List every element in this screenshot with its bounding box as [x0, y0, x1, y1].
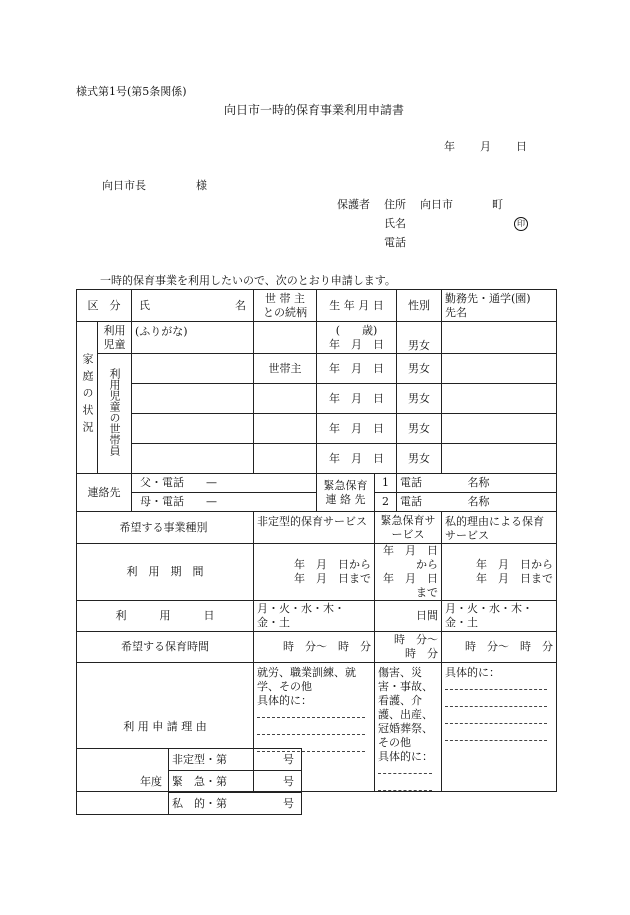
addressee-suffix: 様: [196, 179, 207, 192]
father-phone-field[interactable]: 父・電話 —: [132, 474, 317, 493]
reason-emergency-specifically: 具体的に：: [378, 750, 433, 763]
member-3-sex-field[interactable]: 男女: [397, 414, 442, 444]
period-emergency-field[interactable]: [375, 544, 442, 601]
document-title: 向日市一時的保育事業利用申請書: [224, 103, 405, 117]
member-4-workplace-field[interactable]: [442, 444, 557, 474]
period-emergency-to: 年 月 日まで: [383, 572, 438, 599]
office-row-emergency[interactable]: [169, 771, 302, 793]
col-kubun: 区 分: [77, 290, 132, 322]
col-relationship: [254, 290, 317, 322]
child-dob-field[interactable]: [317, 322, 397, 354]
period-private-field[interactable]: [442, 544, 557, 601]
member-1-sex-field[interactable]: 男女: [397, 354, 442, 384]
emergency-no-2: 2: [375, 493, 397, 512]
reason-irregular-line-2: 学、その他: [257, 680, 312, 693]
office-row-3-suffix: 号: [283, 796, 294, 810]
fiscal-year-label: 年度: [77, 749, 169, 815]
hours-emergency-field[interactable]: 時 分〜 時 分: [375, 632, 442, 663]
service-option-private[interactable]: 私的理由による保育サービス: [442, 512, 557, 544]
emergency-1-name: 名称: [467, 476, 490, 489]
reason-private-lines: [445, 675, 553, 741]
col-rel-1: 世 帯 主: [265, 291, 305, 305]
date-month-label: 月: [480, 140, 491, 153]
member-1-dob-field[interactable]: 年 月 日: [317, 354, 397, 384]
address-city: 向日市: [420, 198, 453, 211]
child-label-2: 児童: [103, 337, 126, 351]
period-private-from: 年 月 日から: [476, 558, 553, 571]
child-workplace-field[interactable]: [442, 322, 557, 354]
days-irregular-options-2: 金・土: [257, 616, 290, 629]
col-workplace: [442, 290, 557, 322]
period-irregular-field[interactable]: [254, 544, 375, 601]
days-emergency-field[interactable]: 日間: [375, 601, 442, 632]
child-dob: 年 月 日: [329, 337, 384, 351]
name-label: 氏名: [384, 217, 406, 230]
reason-emergency-line-2: 看護、介護、出産、: [378, 694, 433, 721]
hours-irregular-field[interactable]: 時 分〜 時 分: [254, 632, 375, 663]
hours-private-field[interactable]: 時 分〜 時 分: [442, 632, 557, 663]
office-row-irregular[interactable]: [169, 749, 302, 771]
emergency-2-field[interactable]: [397, 493, 557, 512]
days-irregular-field[interactable]: [254, 601, 375, 632]
child-name-field[interactable]: [132, 322, 254, 354]
child-label: [98, 322, 132, 354]
col-name-a: 氏: [139, 298, 150, 312]
office-row-2-suffix: 号: [283, 774, 294, 788]
member-2-name-field[interactable]: [132, 384, 254, 414]
phone-label: 電話: [384, 236, 406, 249]
member-2-sex-field[interactable]: 男女: [397, 384, 442, 414]
reason-emergency-field[interactable]: [375, 663, 442, 792]
member-3-workplace-field[interactable]: [442, 414, 557, 444]
office-use-table: [76, 748, 302, 815]
contact-label: 連絡先: [77, 474, 132, 512]
intro-text: 一時的保育事業を利用したいので、次のとおり申請します。: [100, 274, 396, 287]
guardian-label: 保護者: [337, 198, 370, 211]
member-3-name-field[interactable]: [132, 414, 254, 444]
period-private-to: 年 月 日まで: [476, 572, 553, 585]
emergency-2-phone: 電話: [400, 495, 422, 508]
emergency-1-field[interactable]: [397, 474, 557, 493]
member-3-dob-field[interactable]: 年 月 日: [317, 414, 397, 444]
emergency-no-1: 1: [375, 474, 397, 493]
office-row-1-suffix: 号: [283, 752, 294, 766]
col-dob: 生 年 月 日: [317, 290, 397, 322]
reason-irregular-lines: [257, 703, 371, 752]
reason-private-field[interactable]: [442, 663, 557, 792]
member-4-relationship-field[interactable]: [254, 444, 317, 474]
child-age: ( 歳): [335, 323, 378, 337]
reason-irregular-line-1: 就労、職業訓練、就: [257, 666, 356, 679]
period-irregular-to: 年 月 日まで: [294, 572, 371, 585]
emergency-contact-label: [317, 474, 375, 512]
days-private-field[interactable]: [442, 601, 557, 632]
office-row-private[interactable]: [169, 793, 302, 815]
member-1-name-field[interactable]: [132, 354, 254, 384]
family-status-text: 家庭の状況: [81, 353, 94, 438]
emergency-2-name: 名称: [467, 495, 490, 508]
mother-phone-field[interactable]: 母・電話 —: [132, 493, 317, 512]
hours-label: 希望する保育時間: [77, 632, 254, 663]
member-2-workplace-field[interactable]: [442, 384, 557, 414]
office-row-1-label: 非定型・第: [172, 752, 227, 766]
service-type-label: 希望する事業種別: [77, 512, 254, 544]
period-label: 利 用 期 間: [77, 544, 254, 601]
reason-irregular-specifically: 具体的に：: [257, 694, 312, 707]
member-4-sex-field[interactable]: 男女: [397, 444, 442, 474]
emergency-label-1: 緊急保育: [323, 478, 368, 492]
col-name-b: 名: [235, 298, 246, 312]
member-3-relationship-field[interactable]: [254, 414, 317, 444]
reason-emergency-line-1: 傷害、災害・事故、: [378, 666, 433, 693]
emergency-label-2: 連 絡 先: [325, 492, 366, 506]
reason-label: 利 用 申 請 理 由: [77, 663, 254, 792]
member-2-relationship-field[interactable]: [254, 384, 317, 414]
form-number: 様式第1号(第5条関係): [76, 85, 187, 98]
member-2-dob-field[interactable]: 年 月 日: [317, 384, 397, 414]
service-option-irregular[interactable]: 非定型的保育サービス: [254, 512, 375, 544]
days-private-options-1: 月・火・水・木・: [445, 602, 533, 615]
member-1-workplace-field[interactable]: [442, 354, 557, 384]
col-rel-2: との続柄: [263, 305, 307, 319]
days-irregular-options-1: 月・火・水・木・: [257, 602, 345, 615]
address-town: 町: [492, 198, 503, 211]
reason-private-specifically: 具体的に：: [445, 666, 500, 679]
address-label: 住所: [384, 198, 406, 211]
date-day-label: 日: [516, 140, 527, 153]
seal-mark: 印: [514, 217, 528, 231]
child-label-1: 利用: [103, 323, 126, 337]
service-option-emergency[interactable]: 緊急保育サービス: [375, 512, 442, 544]
col-work-1: 勤務先・通学(園): [445, 291, 531, 305]
addressee: 向日市長: [102, 179, 146, 192]
period-irregular-from: 年 月 日から: [294, 558, 371, 571]
furigana-label: (ふりがな): [135, 325, 188, 338]
date-year-label: 年: [444, 140, 455, 153]
child-sex-field[interactable]: 男女: [397, 322, 442, 354]
office-row-2-label: 緊 急・第: [172, 774, 227, 788]
emergency-1-phone: 電話: [400, 476, 422, 489]
household-members-label: [98, 354, 132, 474]
office-row-3-label: 私 的・第: [172, 796, 227, 810]
application-table: [76, 289, 557, 792]
col-sex: 性別: [397, 290, 442, 322]
reason-emergency-line-3: 冠婚葬祭、その他: [378, 722, 433, 749]
period-emergency-from: 年 月 日から: [383, 544, 438, 571]
family-status-label: [77, 322, 98, 474]
col-work-2: 先名: [445, 305, 467, 319]
member-4-dob-field[interactable]: 年 月 日: [317, 444, 397, 474]
member-4-name-field[interactable]: [132, 444, 254, 474]
child-relationship-field[interactable]: [254, 322, 317, 354]
days-label: 利 用 日: [77, 601, 254, 632]
days-private-options-2: 金・土: [445, 616, 478, 629]
household-members-text: 利用児童の世帯員: [108, 367, 121, 456]
member-1-relationship: 世帯主: [254, 354, 317, 384]
col-name: [132, 290, 254, 322]
